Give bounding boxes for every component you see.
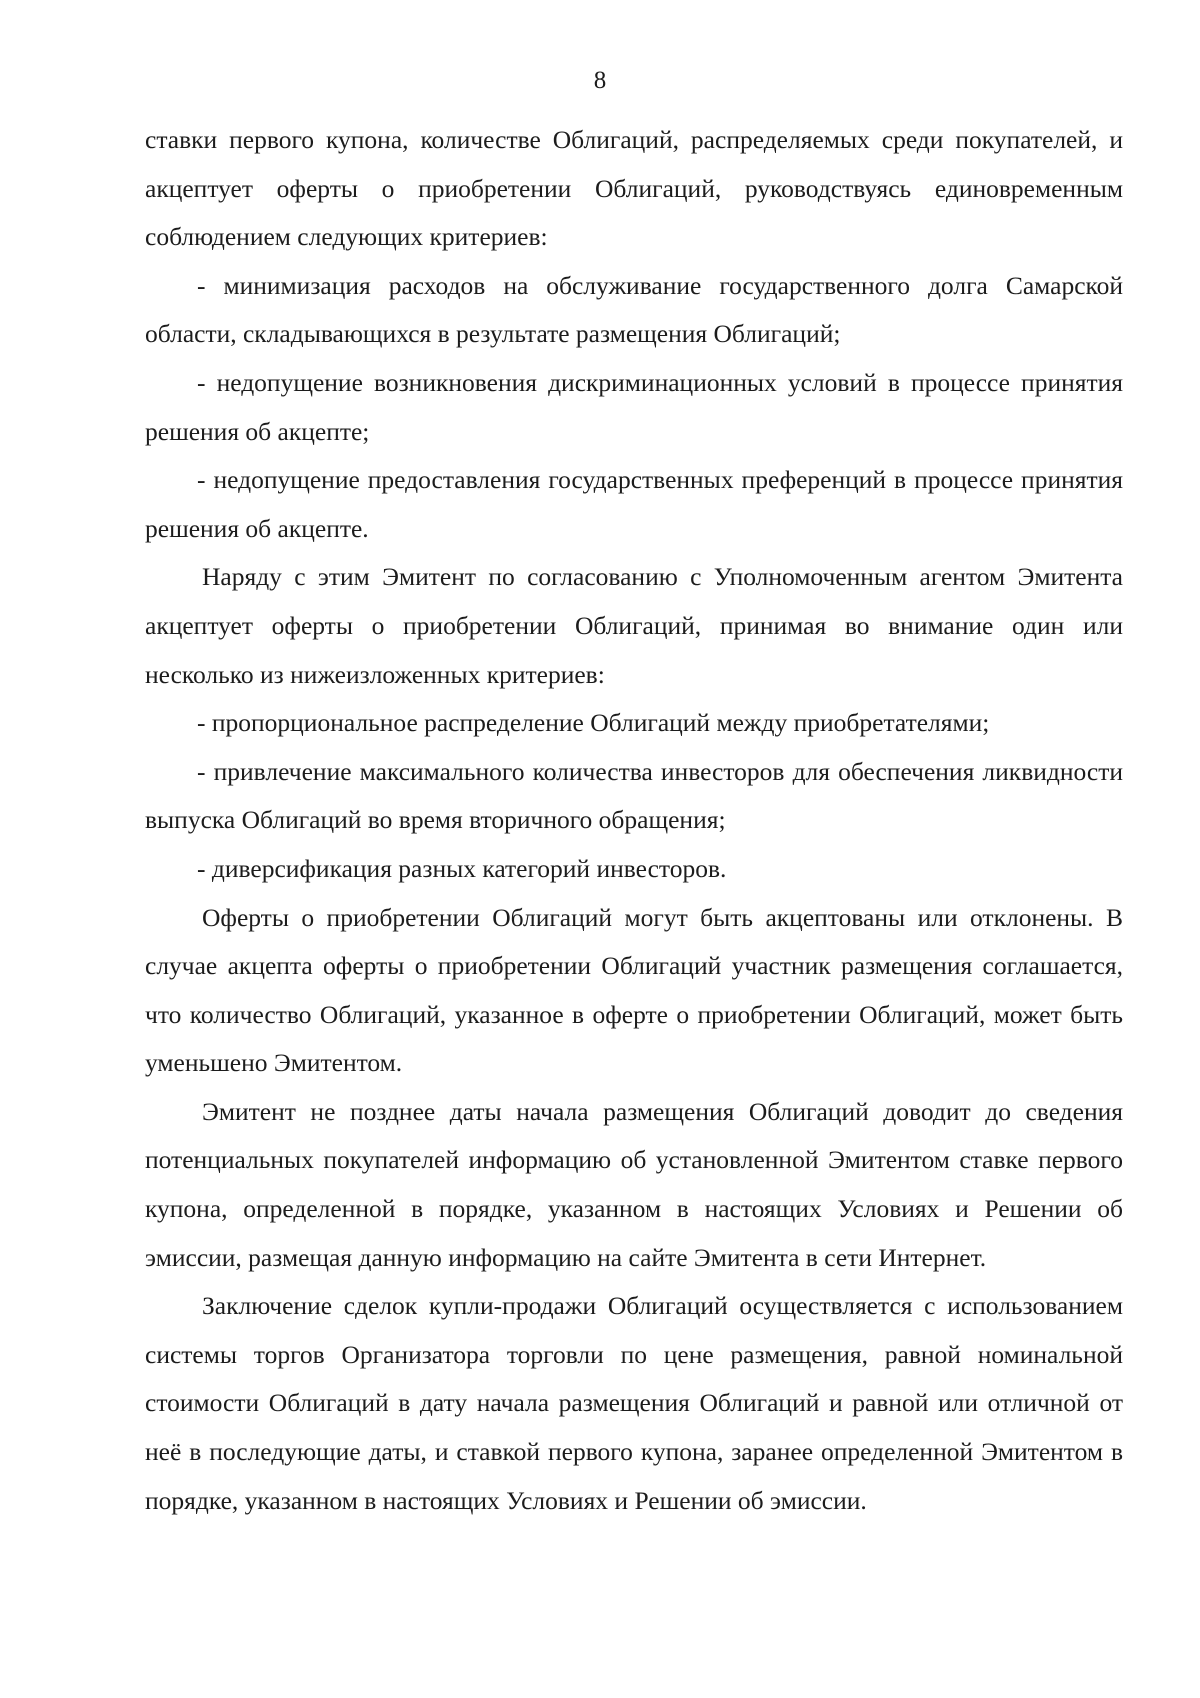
bullet-no-state-preferences: - недопущение предоставления государственных преференций в процессе принятия решения об акцепте. [145, 465, 1123, 543]
bullet-max-investors: - привлечение максимального количества инвесторов для обеспечения ликвидности выпуска Облигаций во время вторичного обращения; [145, 756, 1123, 835]
paragraph-offer-acceptance: Оферты о приобретении Облигаций могут быть акцептованы или отклонены. В случае акцепта оферты о приобретении Облигаций участник размещения соглашается, что количество Облигаций, указанное в оферте о приобретении Облигаций, может быть уменьшено Эмитентом. [145, 902, 1123, 1078]
paragraph-trade-execution: Заключение сделок купли-продажи Облигаций осуществляется с использованием системы торгов Организатора торговли по цене размещения, равной номинальной стоимости Облигаций в дату начала размещения Облигаций и равной или отличной от неё в последующие даты, и ставкой первого купона, заранее определенной Эмитентом в порядке, указанном в настоящих Условиях и Решении об эмиссии. [145, 1291, 1123, 1515]
paragraph-coupon-disclosure: Эмитент не позднее даты начала размещения Облигаций доводит до сведения потенциальных покупателей информацию об установленной Эмитентом ставке первого купона, определенной в порядке, указанном в настоящих Условиях и Решении об эмиссии, размещая данную информацию на сайте Эмитента в сети Интернет. [145, 1096, 1123, 1272]
page-number: 8 [593, 67, 607, 94]
bullet-investor-diversification: - диверсификация разных категорий инвесторов. [197, 853, 727, 883]
document-body [145, 116, 1123, 1525]
paragraph-additional-criteria: Наряду с этим Эмитент по согласованию с Уполномоченным агентом Эмитента акцептует оферты о приобретении Облигаций, принимая во внимание один или несколько из нижеизложенных критериев: [145, 562, 1123, 689]
bullet-minimize-debt-costs: - минимизация расходов на обслуживание государственного долга Самарской области, складывающихся в результате размещения Облигаций; [145, 270, 1123, 349]
bullet-no-discrimination: - недопущение возникновения дискриминационных условий в процессе принятия решения об акцепте; [145, 367, 1123, 446]
bullet-proportional-distribution: - пропорциональное распределение Облигаций между приобретателями; [197, 708, 990, 738]
paragraph-selection-criteria-intro: ставки первого купона, количестве Облигаций, распределяемых среди покупателей, и акцептует оферты о приобретении Облигаций, руководствуясь единовременным соблюдением следующих критериев: [145, 125, 1123, 252]
